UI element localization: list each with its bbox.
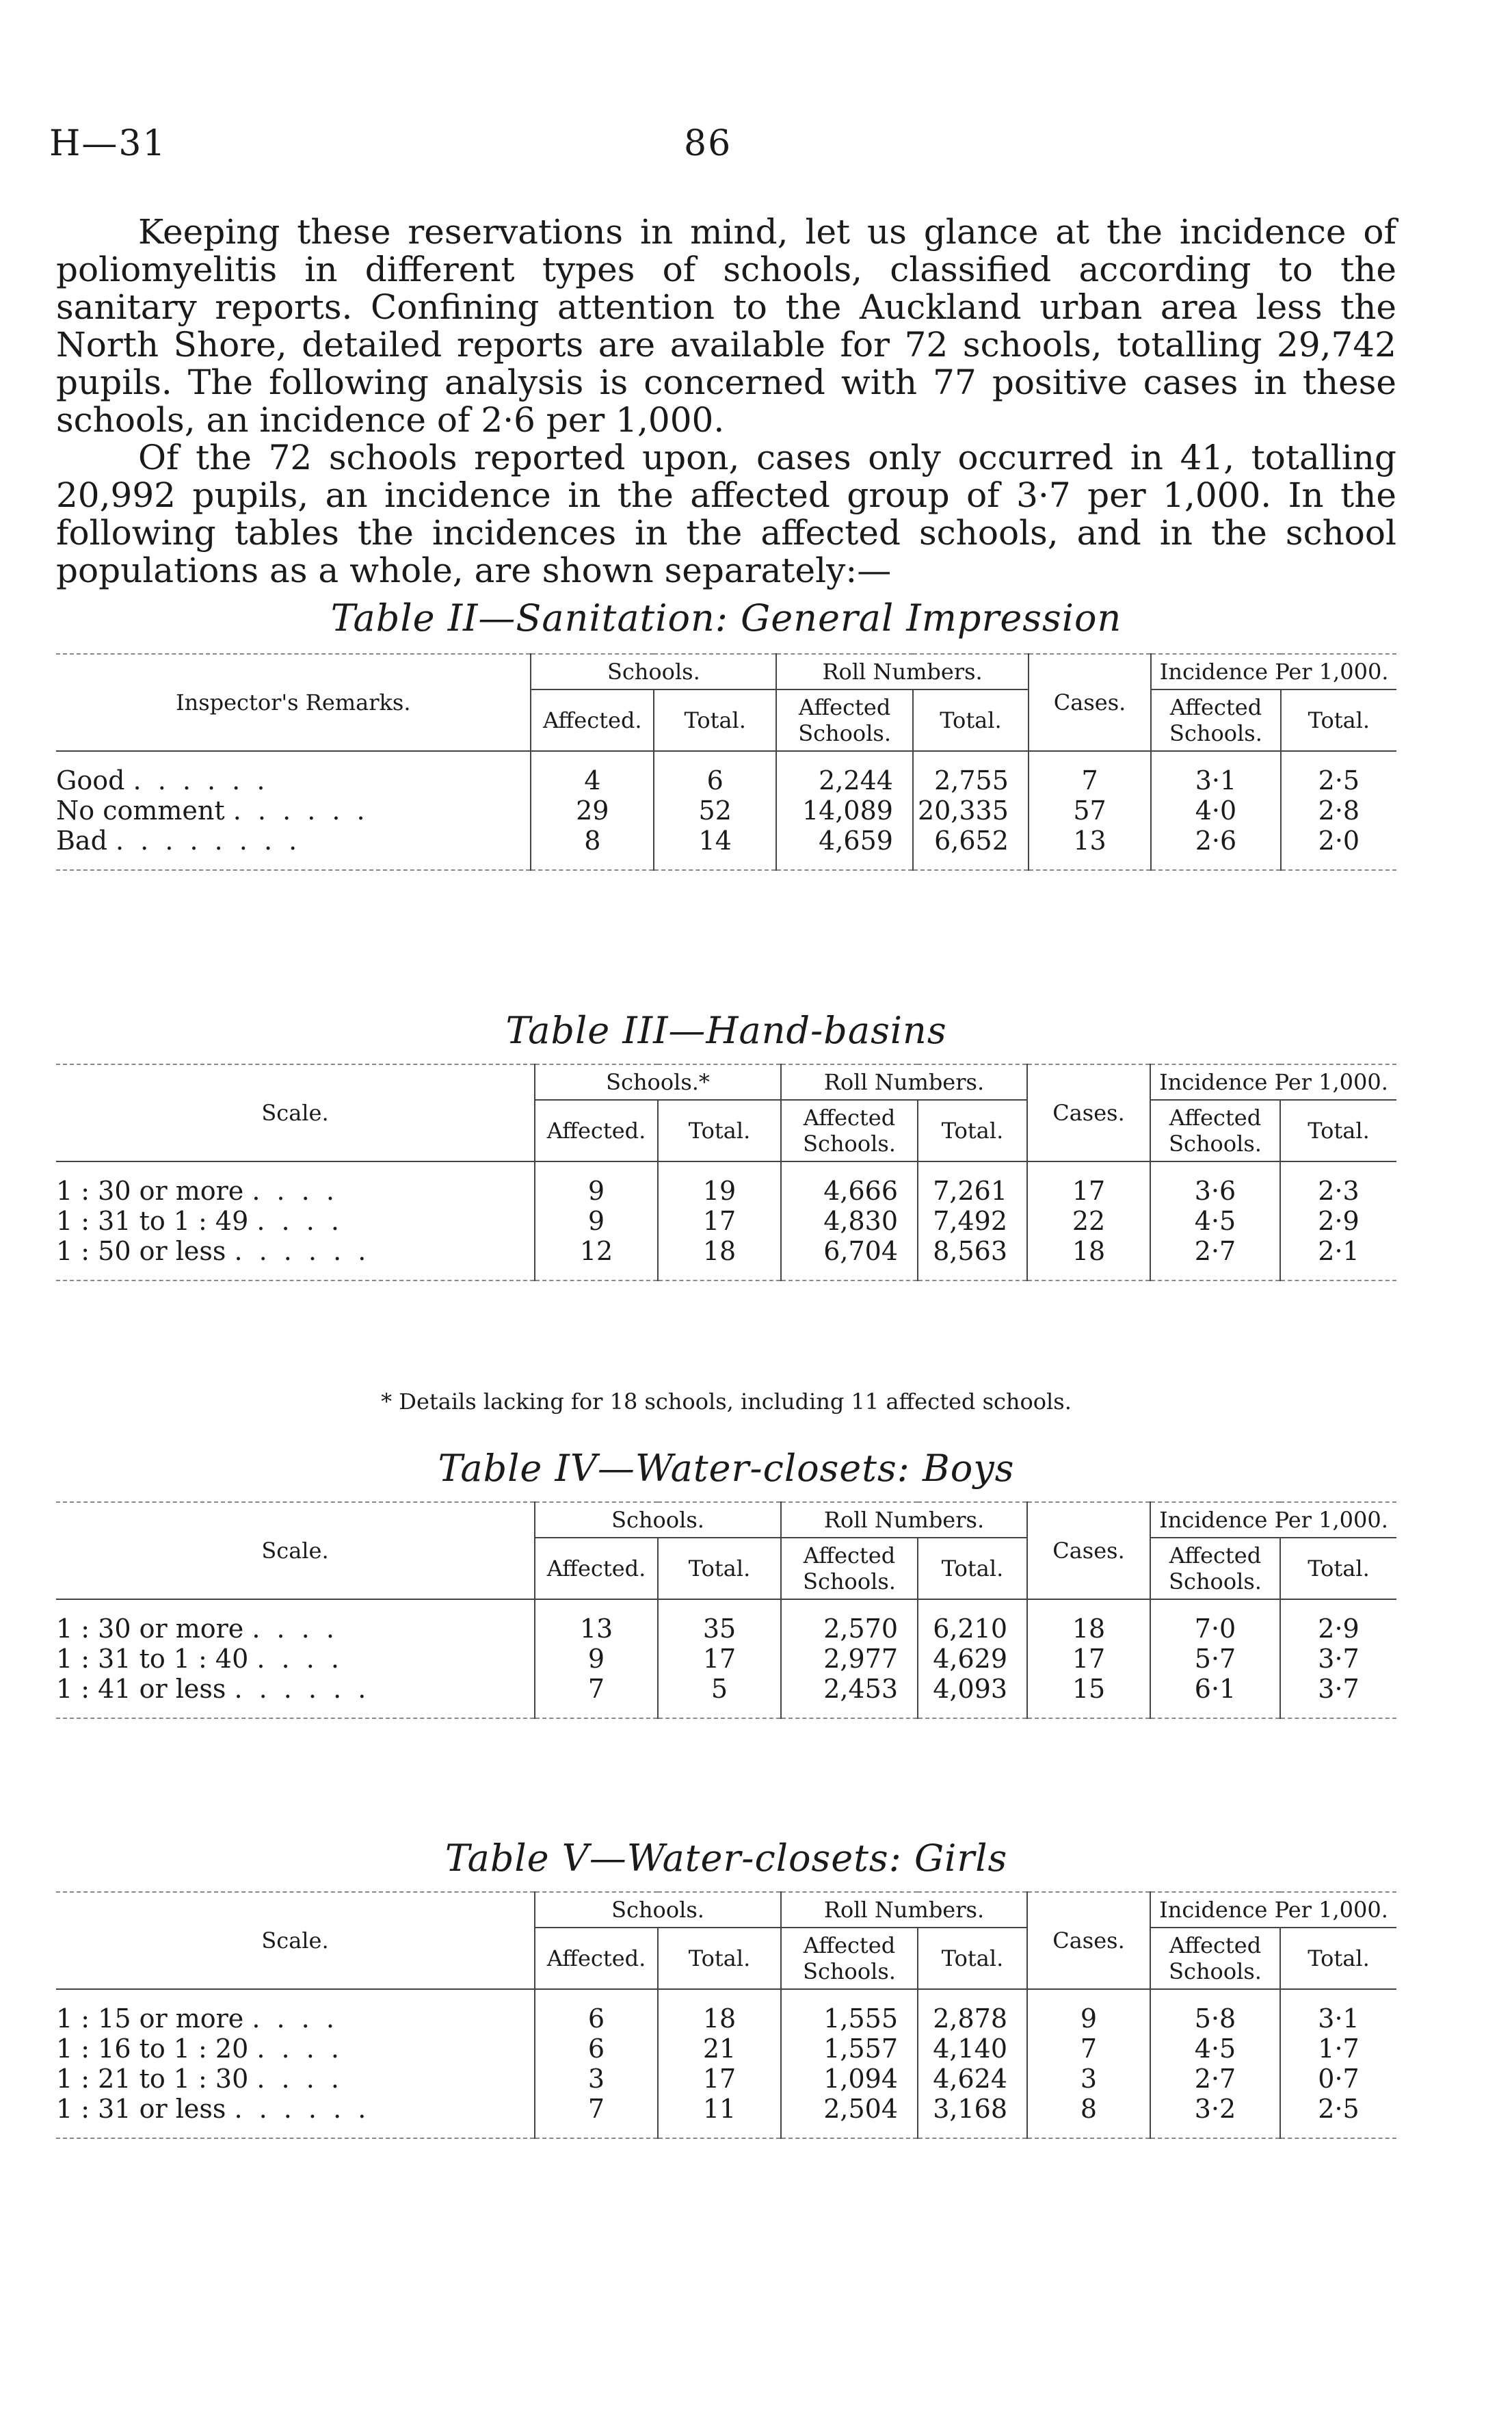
cell-roll-total: 6,652	[913, 826, 1029, 856]
col-header-total: Total.	[658, 1538, 781, 1599]
cell-schools-affected: 9	[535, 1644, 658, 1674]
cell-roll-affected: 2,570	[781, 1614, 918, 1644]
col-header-affected-schools: Affected Schools.	[1150, 1538, 1280, 1599]
col-header-schools: Schools.*	[535, 1064, 781, 1100]
col-header-roll: Roll Numbers.	[781, 1064, 1027, 1100]
table-footnote: * Details lacking for 18 schools, including 11 affected schools.	[381, 1389, 1072, 1415]
cell-roll-affected: 14,089	[776, 796, 913, 826]
cell-incidence-total: 3·1	[1280, 2003, 1396, 2034]
row-header: Scale.	[56, 1064, 535, 1161]
cell-incidence-affected: 2·6	[1151, 826, 1281, 856]
cell-incidence-affected: 2·7	[1150, 2064, 1280, 2094]
cell-schools-total: 17	[658, 1644, 781, 1674]
table-row	[56, 2064, 1396, 2094]
cell-incidence-affected: 5·8	[1150, 2003, 1280, 2034]
cell-schools-total: 17	[658, 2064, 781, 2094]
col-header-total: Total.	[1281, 689, 1396, 751]
leader-dots: . . . .	[256, 2064, 343, 2094]
col-header-cases: Cases.	[1027, 1064, 1150, 1161]
row-label: 1 : 41 or less	[56, 1674, 226, 1704]
leader-dots: . . . . . .	[234, 2094, 371, 2124]
cell-schools-total: 11	[658, 2094, 781, 2124]
cell-incidence-affected: 3·2	[1150, 2094, 1280, 2124]
row-label: 1 : 50 or less	[56, 1236, 226, 1266]
cell-incidence-total: 2·5	[1281, 765, 1396, 796]
col-header-affected: Affected.	[535, 1928, 658, 1989]
cell-schools-total: 17	[658, 1206, 781, 1236]
cell-cases: 17	[1027, 1644, 1150, 1674]
col-header-affected-schools: Affected Schools.	[1150, 1928, 1280, 1989]
document-reference: H—31	[49, 123, 167, 164]
cell-incidence-affected: 5·7	[1150, 1644, 1280, 1674]
cell-incidence-total: 2·9	[1280, 1614, 1396, 1644]
table-row	[56, 1176, 1396, 1206]
cell-roll-affected: 6,704	[781, 1236, 918, 1266]
col-header-roll: Roll Numbers.	[776, 654, 1029, 689]
col-header-affected: Affected.	[531, 689, 654, 751]
table-row	[56, 2003, 1396, 2034]
leader-dots: . . . .	[252, 1614, 339, 1644]
row-label: Good	[56, 765, 125, 796]
col-header-total: Total.	[1280, 1100, 1396, 1161]
col-header-cases: Cases.	[1027, 1892, 1150, 1989]
cell-schools-total: 18	[658, 1236, 781, 1266]
col-header-roll: Roll Numbers.	[781, 1502, 1027, 1538]
leader-dots: . . . . . .	[233, 796, 369, 826]
col-header-incidence: Incidence Per 1,000.	[1151, 654, 1396, 689]
cell-schools-total: 35	[658, 1614, 781, 1644]
leader-dots: . . . . . .	[234, 1236, 371, 1266]
col-header-total: Total.	[654, 689, 776, 751]
col-header-total: Total.	[658, 1928, 781, 1989]
cell-cases: 9	[1027, 2003, 1150, 2034]
col-header-affected: Affected.	[535, 1100, 658, 1161]
cell-incidence-total: 0·7	[1280, 2064, 1396, 2094]
cell-roll-affected: 2,244	[776, 765, 913, 796]
cell-schools-affected: 4	[531, 765, 654, 796]
table-row	[56, 1236, 1396, 1266]
col-header-affected-schools: Affected Schools.	[781, 1100, 918, 1161]
col-header-schools: Schools.	[531, 654, 776, 689]
cell-schools-affected: 7	[535, 1674, 658, 1704]
cell-schools-total: 14	[654, 826, 776, 856]
col-header-total: Total.	[913, 689, 1029, 751]
table-title: Table V—Water-closets: Girls	[445, 1837, 1008, 1880]
col-header-cases: Cases.	[1027, 1502, 1150, 1599]
col-header-total: Total.	[918, 1100, 1027, 1161]
leader-dots: . . . . . .	[133, 765, 269, 796]
cell-cases: 22	[1027, 1206, 1150, 1236]
cell-roll-total: 4,629	[918, 1644, 1027, 1674]
col-header-roll: Roll Numbers.	[781, 1892, 1027, 1928]
cell-roll-affected: 2,504	[781, 2094, 918, 2124]
table-row	[56, 765, 1396, 796]
cell-roll-affected: 2,453	[781, 1674, 918, 1704]
cell-roll-total: 6,210	[918, 1614, 1027, 1644]
col-header-affected-schools: Affected Schools.	[1150, 1100, 1280, 1161]
cell-roll-affected: 4,666	[781, 1176, 918, 1206]
cell-cases: 15	[1027, 1674, 1150, 1704]
col-header-affected-schools: Affected Schools.	[776, 689, 913, 751]
cell-cases: 8	[1027, 2094, 1150, 2124]
leader-dots: . . . .	[252, 1176, 339, 1206]
table-wc-boys	[56, 1501, 1396, 1719]
leader-dots: . . . .	[256, 1644, 343, 1674]
col-header-affected-schools: Affected Schools.	[781, 1928, 918, 1989]
row-header: Inspector's Remarks.	[56, 654, 531, 751]
col-header-schools: Schools.	[535, 1892, 781, 1928]
row-label: 1 : 30 or more	[56, 1176, 244, 1206]
row-label: 1 : 15 or more	[56, 2003, 244, 2034]
cell-roll-total: 4,140	[918, 2034, 1027, 2064]
table-title: Table II—Sanitation: General Impression	[330, 596, 1122, 640]
leader-dots: . . . .	[256, 1206, 343, 1236]
cell-roll-affected: 1,555	[781, 2003, 918, 2034]
cell-schools-affected: 9	[535, 1206, 658, 1236]
table-hand-basins	[56, 1064, 1396, 1281]
cell-schools-total: 18	[658, 2003, 781, 2034]
col-header-affected: Affected.	[535, 1538, 658, 1599]
cell-cases: 18	[1027, 1236, 1150, 1266]
col-header-incidence: Incidence Per 1,000.	[1150, 1064, 1396, 1100]
row-label: Bad	[56, 826, 107, 856]
row-label: 1 : 31 or less	[56, 2094, 226, 2124]
cell-incidence-affected: 2·7	[1150, 1236, 1280, 1266]
table-row	[56, 2094, 1396, 2124]
col-header-schools: Schools.	[535, 1502, 781, 1538]
table-row	[56, 796, 1396, 826]
table-row	[56, 1206, 1396, 1236]
col-header-incidence: Incidence Per 1,000.	[1150, 1502, 1396, 1538]
col-header-total: Total.	[918, 1928, 1027, 1989]
cell-schools-affected: 7	[535, 2094, 658, 2124]
col-header-total: Total.	[918, 1538, 1027, 1599]
cell-roll-total: 20,335	[913, 796, 1029, 826]
cell-roll-total: 2,878	[918, 2003, 1027, 2034]
row-label: 1 : 30 or more	[56, 1614, 244, 1644]
row-label: 1 : 31 to 1 : 49	[56, 1206, 249, 1236]
cell-incidence-affected: 4·5	[1150, 2034, 1280, 2064]
col-header-cases: Cases.	[1029, 654, 1151, 751]
table-row	[56, 1674, 1396, 1704]
cell-cases: 3	[1027, 2064, 1150, 2094]
page-number: 86	[684, 123, 732, 164]
cell-cases: 7	[1029, 765, 1151, 796]
cell-roll-total: 2,755	[913, 765, 1029, 796]
paragraph: Of the 72 schools reported upon, cases only occurred in 41, totalling 20,992 pupils, an incidence in the affected group of 3·7 per 1,000. In the following tables the incidences in the affected schools, and in the school populations as a whole, are shown separately:—	[56, 438, 1396, 590]
cell-roll-total: 7,492	[918, 1206, 1027, 1236]
row-label: No comment	[56, 796, 225, 826]
cell-schools-affected: 6	[535, 2003, 658, 2034]
row-label: 1 : 16 to 1 : 20	[56, 2034, 249, 2064]
cell-roll-affected: 4,830	[781, 1206, 918, 1236]
cell-roll-total: 7,261	[918, 1176, 1027, 1206]
table-row	[56, 1614, 1396, 1644]
cell-schools-affected: 6	[535, 2034, 658, 2064]
paragraph: Keeping these reservations in mind, let us glance at the incidence of poliomyelitis in different types of schools, classified according to the sanitary reports. Confining attention to the Auckland urban area less the North Shore, detailed reports are available for 72 schools, totalling 29,742 pupils. The following analysis is concerned with 77 positive cases in these schools, an incidence of 2·6 per 1,000.	[56, 212, 1396, 440]
cell-schools-affected: 9	[535, 1176, 658, 1206]
cell-incidence-total: 3·7	[1280, 1674, 1396, 1704]
cell-schools-affected: 3	[535, 2064, 658, 2094]
table-row	[56, 1644, 1396, 1674]
col-header-total: Total.	[1280, 1538, 1396, 1599]
cell-roll-total: 8,563	[918, 1236, 1027, 1266]
cell-incidence-total: 2·9	[1280, 1206, 1396, 1236]
cell-incidence-total: 2·8	[1281, 796, 1396, 826]
cell-schools-affected: 29	[531, 796, 654, 826]
leader-dots: . . . .	[252, 2003, 339, 2034]
cell-incidence-affected: 3·6	[1150, 1176, 1280, 1206]
row-label: 1 : 21 to 1 : 30	[56, 2064, 249, 2094]
cell-incidence-total: 2·5	[1280, 2094, 1396, 2124]
table-row	[56, 2034, 1396, 2064]
cell-schools-total: 5	[658, 1674, 781, 1704]
cell-schools-total: 19	[658, 1176, 781, 1206]
col-header-incidence: Incidence Per 1,000.	[1150, 1892, 1396, 1928]
table-title: Table IV—Water-closets: Boys	[438, 1447, 1015, 1490]
cell-schools-affected: 13	[535, 1614, 658, 1644]
cell-incidence-total: 1·7	[1280, 2034, 1396, 2064]
cell-incidence-affected: 7·0	[1150, 1614, 1280, 1644]
cell-incidence-total: 2·1	[1280, 1236, 1396, 1266]
cell-roll-affected: 1,557	[781, 2034, 918, 2064]
cell-roll-total: 3,168	[918, 2094, 1027, 2124]
col-header-affected-schools: Affected Schools.	[781, 1538, 918, 1599]
col-header-total: Total.	[658, 1100, 781, 1161]
cell-incidence-total: 3·7	[1280, 1644, 1396, 1674]
table-sanitation	[56, 653, 1396, 871]
cell-incidence-affected: 4·0	[1151, 796, 1281, 826]
cell-roll-affected: 4,659	[776, 826, 913, 856]
cell-schools-affected: 8	[531, 826, 654, 856]
cell-incidence-affected: 3·1	[1151, 765, 1281, 796]
body-text	[56, 213, 1396, 590]
cell-roll-total: 4,624	[918, 2064, 1027, 2094]
leader-dots: . . . . . . . .	[116, 826, 302, 856]
leader-dots: . . . . . .	[234, 1674, 371, 1704]
col-header-affected-schools: Affected Schools.	[1151, 689, 1281, 751]
cell-schools-total: 52	[654, 796, 776, 826]
cell-incidence-total: 2·0	[1281, 826, 1396, 856]
table-wc-girls	[56, 1891, 1396, 2139]
table-title: Table III—Hand-basins	[505, 1009, 947, 1052]
cell-incidence-total: 2·3	[1280, 1176, 1396, 1206]
row-label: 1 : 31 to 1 : 40	[56, 1644, 249, 1674]
cell-cases: 57	[1029, 796, 1151, 826]
table-row	[56, 826, 1396, 856]
cell-schools-affected: 12	[535, 1236, 658, 1266]
cell-cases: 13	[1029, 826, 1151, 856]
cell-roll-total: 4,093	[918, 1674, 1027, 1704]
cell-roll-affected: 1,094	[781, 2064, 918, 2094]
leader-dots: . . . .	[256, 2034, 343, 2064]
cell-incidence-affected: 6·1	[1150, 1674, 1280, 1704]
cell-roll-affected: 2,977	[781, 1644, 918, 1674]
cell-schools-total: 6	[654, 765, 776, 796]
cell-cases: 17	[1027, 1176, 1150, 1206]
cell-cases: 18	[1027, 1614, 1150, 1644]
row-header: Scale.	[56, 1502, 535, 1599]
cell-incidence-affected: 4·5	[1150, 1206, 1280, 1236]
row-header: Scale.	[56, 1892, 535, 1989]
cell-cases: 7	[1027, 2034, 1150, 2064]
col-header-total: Total.	[1280, 1928, 1396, 1989]
cell-schools-total: 21	[658, 2034, 781, 2064]
